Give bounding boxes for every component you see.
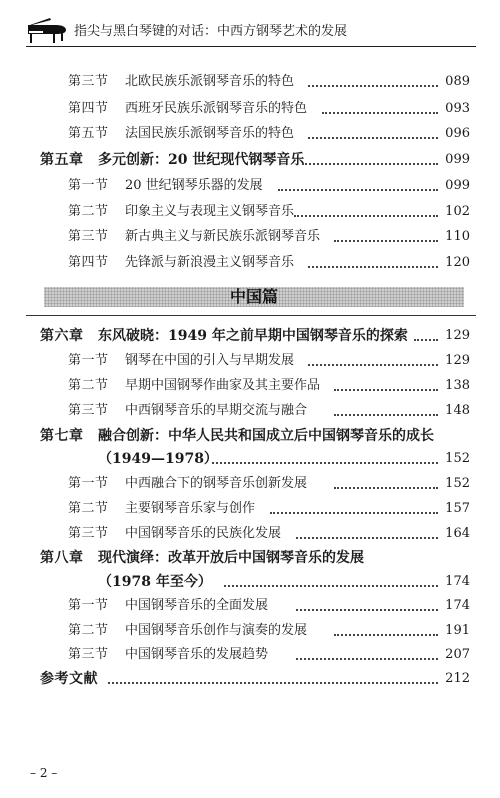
section-title: 新古典主义与新民族乐派钢琴音乐 — [125, 229, 321, 244]
chapter-title: 现代演绎：改革开放后中国钢琴音乐的发展 — [98, 550, 364, 566]
section-label: 第一节 — [68, 178, 109, 193]
page-number: 164 — [445, 526, 470, 541]
chapter-label: 第八章 — [40, 550, 84, 566]
section-title: 20 世纪钢琴乐器的发展 — [125, 178, 263, 193]
section-label: 第二节 — [68, 623, 109, 638]
chapter-title-continuation: （1949—1978） — [98, 451, 218, 467]
section-title: 印象主义与表现主义钢琴音乐 — [125, 204, 295, 219]
toc-section-row[interactable] — [0, 399, 500, 423]
toc-section-row[interactable] — [0, 122, 500, 146]
part-banner — [44, 287, 464, 307]
section-label: 第二节 — [68, 378, 109, 393]
dot-leader — [296, 609, 438, 611]
toc-section-row[interactable] — [0, 251, 500, 275]
section-title: 中国钢琴音乐的发展趋势 — [125, 647, 269, 662]
toc-chapter-row[interactable] — [0, 424, 500, 448]
toc-section-row[interactable] — [0, 200, 500, 224]
dot-leader — [414, 339, 438, 341]
page-folio: – 2 – — [30, 766, 58, 780]
toc-section-row[interactable] — [0, 174, 500, 198]
section-title: 中西钢琴音乐的早期交流与融合 — [125, 403, 308, 418]
page-number: 096 — [445, 126, 470, 141]
toc-section-row[interactable] — [0, 522, 500, 546]
dot-leader — [308, 85, 438, 87]
dot-leader — [294, 215, 438, 217]
chapter-label: 第五章 — [40, 152, 84, 168]
dot-leader — [212, 462, 438, 464]
references-title: 参考文献 — [40, 671, 98, 687]
dot-leader — [224, 585, 438, 587]
dot-leader — [296, 537, 438, 539]
section-label: 第一节 — [68, 476, 109, 491]
chapter-label: 第七章 — [40, 428, 84, 444]
dot-leader — [308, 137, 438, 139]
page-number: 157 — [445, 501, 470, 516]
dot-leader — [270, 512, 438, 514]
dot-leader — [334, 414, 438, 416]
page-number: 191 — [445, 623, 470, 638]
dot-leader — [334, 634, 438, 636]
dot-leader — [334, 240, 438, 242]
toc-section-row[interactable] — [0, 97, 500, 121]
section-label: 第一节 — [68, 598, 109, 613]
section-label: 第四节 — [68, 101, 109, 116]
page-number: 174 — [445, 574, 470, 589]
section-title: 中西融合下的钢琴音乐创新发展 — [125, 476, 308, 491]
section-label: 第四节 — [68, 255, 109, 270]
section-label: 第二节 — [68, 204, 109, 219]
page-number: 120 — [445, 255, 470, 270]
dot-leader — [296, 658, 438, 660]
toc-section-row[interactable] — [0, 594, 500, 618]
toc-section-row[interactable] — [0, 349, 500, 373]
page-number: 152 — [445, 476, 470, 491]
chapter-title: 多元创新：20 世纪现代钢琴音乐 — [98, 152, 305, 168]
dot-leader — [308, 364, 438, 366]
toc-section-row[interactable] — [0, 225, 500, 249]
page-number: 207 — [445, 647, 470, 662]
page-number: 138 — [445, 378, 470, 393]
section-title: 钢琴在中国的引入与早期发展 — [125, 353, 295, 368]
page-number: 152 — [445, 451, 470, 466]
section-title: 先锋派与新浪漫主义钢琴音乐 — [125, 255, 295, 270]
part-rule — [26, 315, 476, 316]
header-rule — [26, 46, 476, 47]
toc-section-row[interactable] — [0, 70, 500, 94]
page-number: 093 — [445, 101, 470, 116]
chapter-label: 第六章 — [40, 328, 84, 344]
section-title: 中国钢琴音乐的民族化发展 — [125, 526, 282, 541]
toc-chapter-row[interactable] — [0, 546, 500, 570]
page-number: 212 — [445, 671, 470, 686]
section-label: 第三节 — [68, 526, 109, 541]
section-title: 中国钢琴音乐创作与演奏的发展 — [125, 623, 308, 638]
page-number: 174 — [445, 598, 470, 613]
section-title: 主要钢琴音乐家与创作 — [125, 501, 256, 516]
toc-section-row[interactable] — [0, 497, 500, 521]
section-label: 第三节 — [68, 74, 109, 89]
section-label: 第三节 — [68, 229, 109, 244]
toc-section-row[interactable] — [0, 374, 500, 398]
dot-leader — [302, 163, 438, 165]
section-label: 第三节 — [68, 403, 109, 418]
toc-section-row[interactable] — [0, 472, 500, 496]
running-header — [26, 16, 482, 46]
grand-piano-icon — [26, 16, 68, 44]
section-title: 北欧民族乐派钢琴音乐的特色 — [125, 74, 295, 89]
section-title: 早期中国钢琴作曲家及其主要作品 — [125, 378, 321, 393]
section-title: 法国民族乐派钢琴音乐的特色 — [125, 126, 295, 141]
toc-section-row[interactable] — [0, 643, 500, 667]
page-number: 099 — [445, 178, 470, 193]
page-number: 129 — [445, 353, 470, 368]
part-title: 中国篇 — [229, 287, 278, 306]
page-number: 110 — [445, 229, 470, 244]
dot-leader — [334, 487, 438, 489]
section-title: 中国钢琴音乐的全面发展 — [125, 598, 269, 613]
section-label: 第三节 — [68, 647, 109, 662]
toc-chapter-row[interactable] — [0, 324, 500, 348]
toc-chapter-continuation[interactable] — [0, 447, 500, 471]
toc-chapter-continuation[interactable] — [0, 570, 500, 594]
dot-leader — [108, 682, 438, 684]
page-number: 099 — [445, 152, 470, 167]
page-number: 089 — [445, 74, 470, 89]
section-label: 第一节 — [68, 353, 109, 368]
section-label: 第二节 — [68, 501, 109, 516]
dot-leader — [322, 112, 438, 114]
toc-section-row[interactable] — [0, 619, 500, 643]
toc-chapter-row[interactable] — [0, 148, 500, 172]
dot-leader — [308, 266, 438, 268]
section-title: 西班牙民族乐派钢琴音乐的特色 — [125, 101, 308, 116]
section-label: 第五节 — [68, 126, 109, 141]
header-title: 指尖与黑白琴键的对话：中西方钢琴艺术的发展 — [74, 24, 348, 39]
dot-leader — [334, 389, 438, 391]
page-number: 148 — [445, 403, 470, 418]
toc-references-row[interactable] — [0, 667, 500, 691]
chapter-title: 东风破晓：1949 年之前早期中国钢琴音乐的探索 — [98, 328, 408, 344]
chapter-title-continuation: （1978 年至今） — [98, 574, 212, 590]
chapter-title: 融合创新：中华人民共和国成立后中国钢琴音乐的成长 — [98, 428, 434, 444]
page-number: 129 — [445, 328, 470, 343]
page-number: 102 — [445, 204, 470, 219]
dot-leader — [278, 189, 438, 191]
